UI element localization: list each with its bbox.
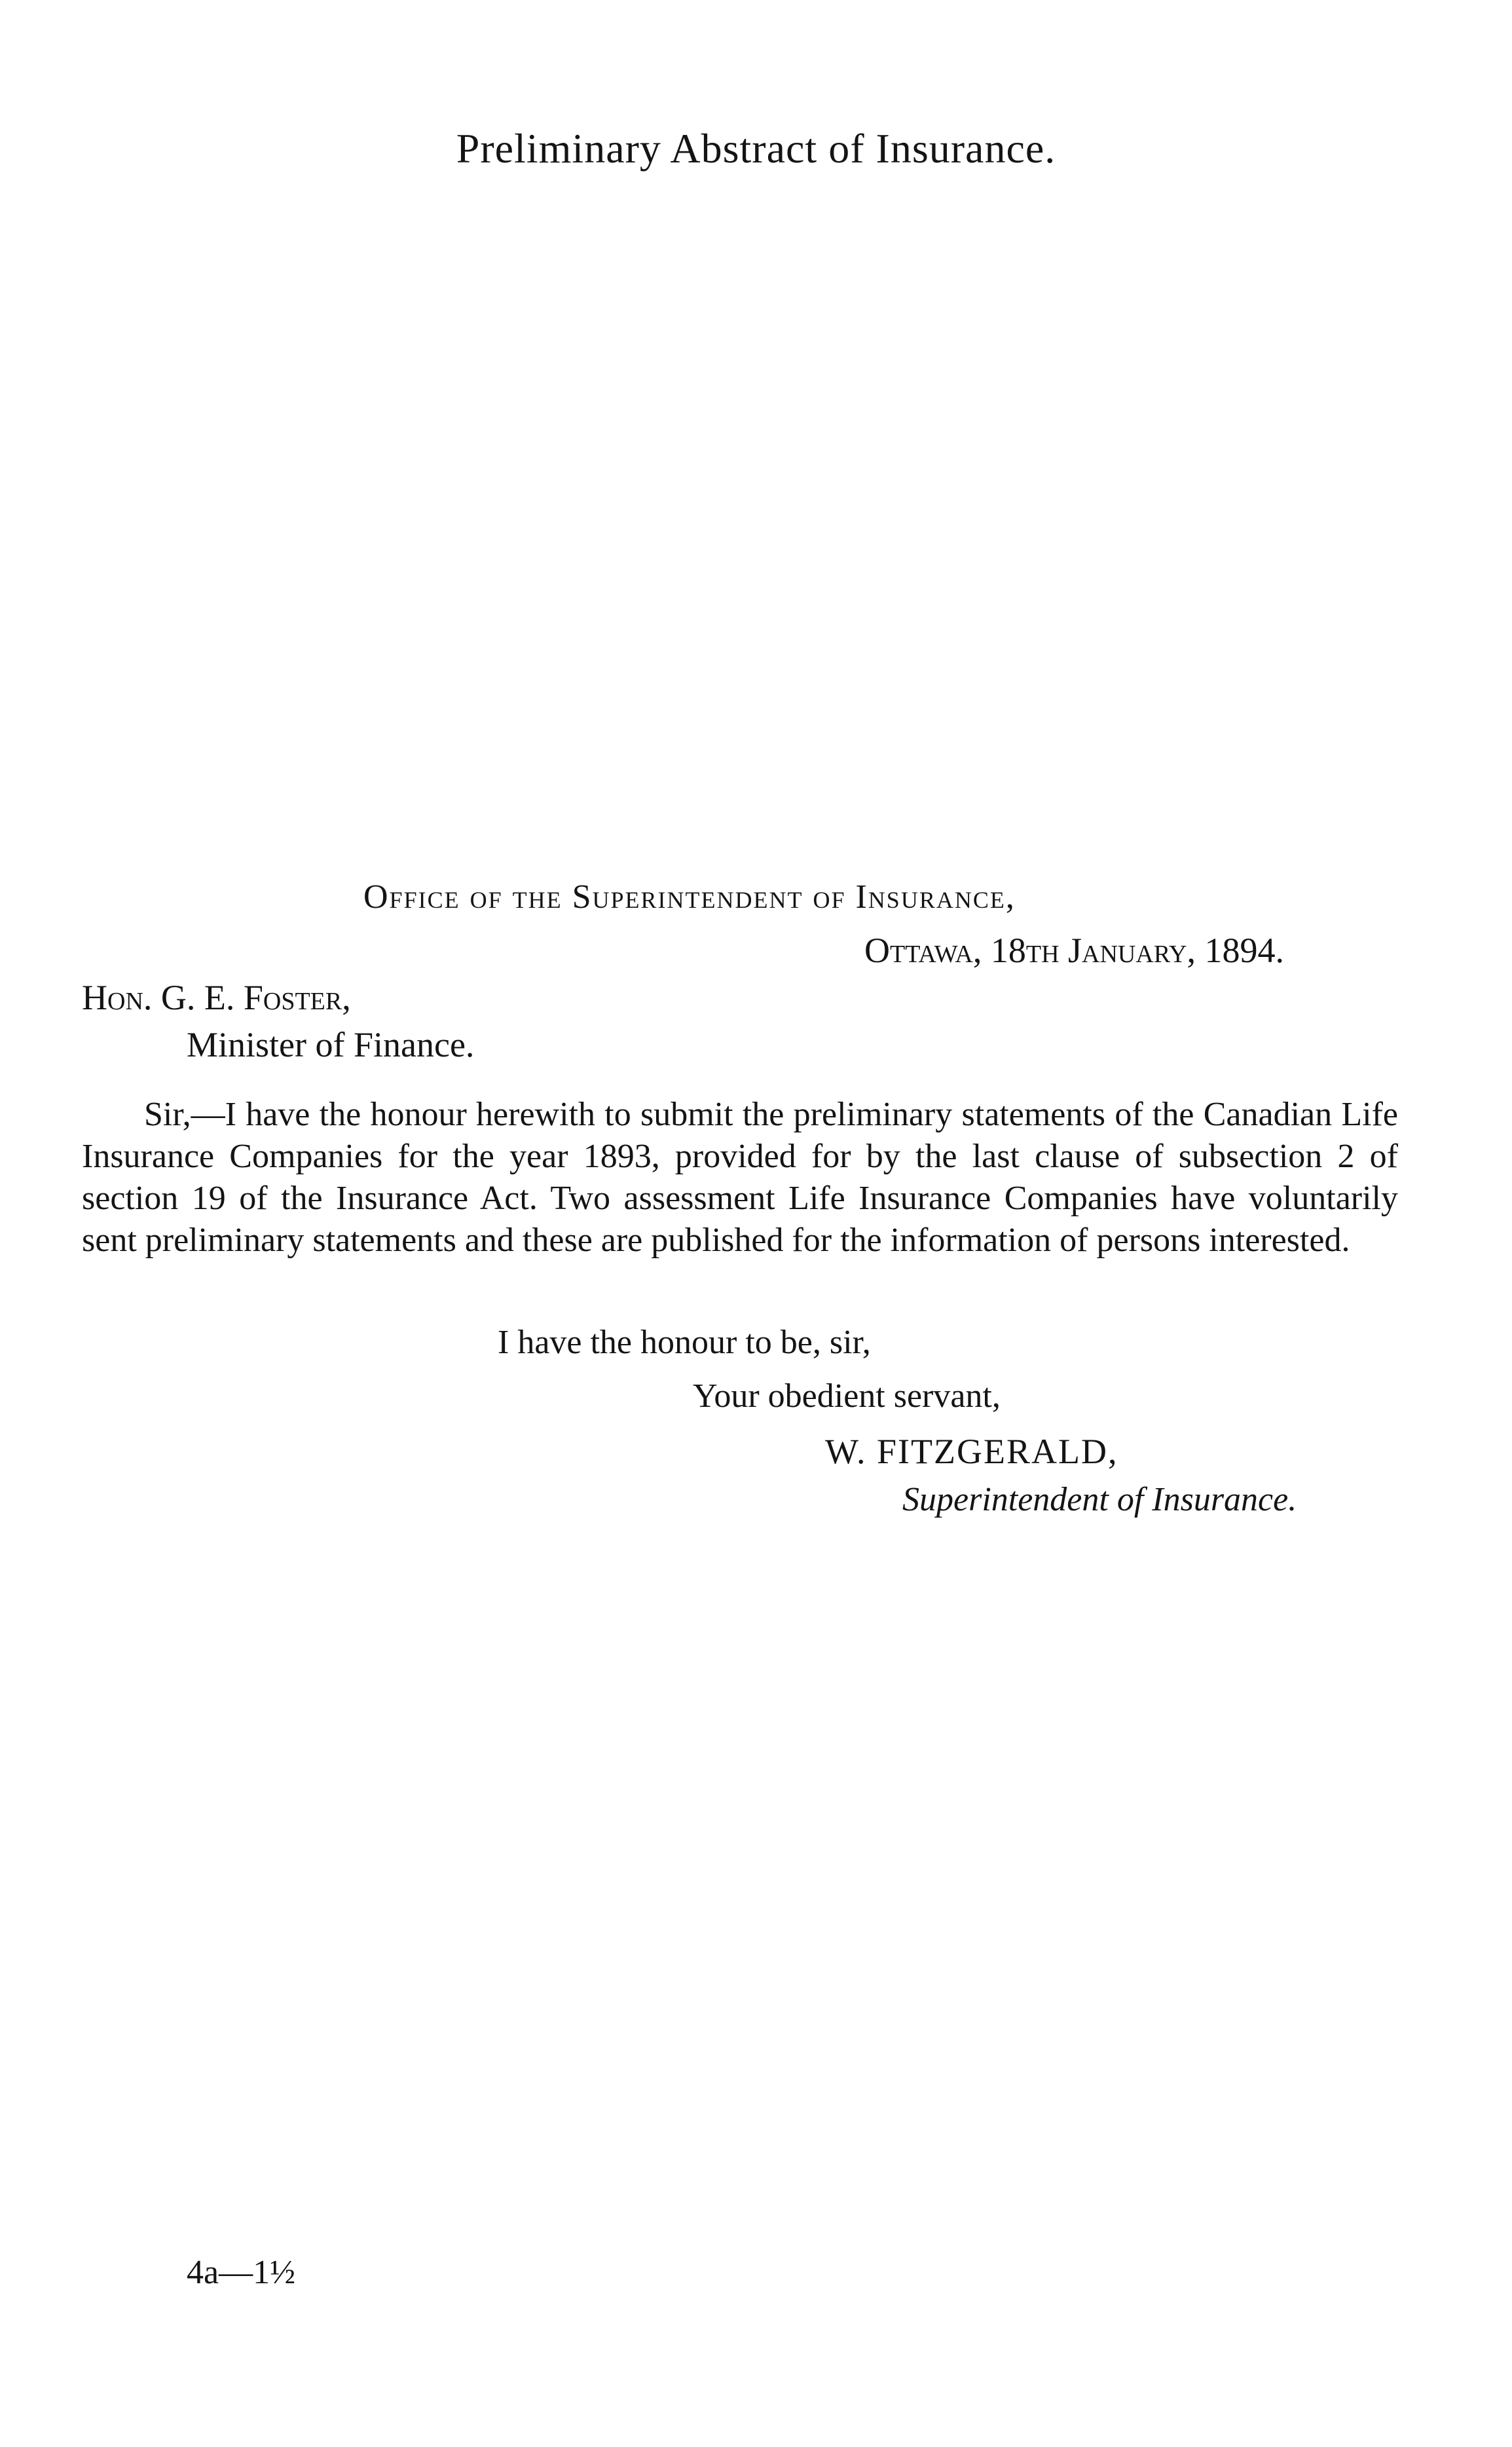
page-title: Preliminary Abstract of Insurance. (456, 125, 1056, 172)
signature-name: W. FITZGERALD, (825, 1432, 1118, 1471)
letter-body: Sir,—I have the honour herewith to submit the preliminary statements of the Canadian Life Insurance Companies for the year 1893, provided for by the last clause of subsection 2 of section 19 of the Insurance Act. Two assessment Life Insurance Companies have voluntarily sent preliminary statements and these are published for the information of persons interested. (82, 1096, 1398, 1259)
addressee-title: Minister of Finance. (187, 1025, 475, 1064)
signature-title: Superintendent of Insurance. (902, 1481, 1297, 1518)
complimentary-close: Your obedient servant, (693, 1377, 1001, 1415)
office-line: Office of the Superintendent of Insurance, (363, 878, 1016, 916)
addressee-name: Hon. G. E. Foster, (82, 978, 351, 1017)
closing-line: I have the honour to be, sir, (498, 1324, 871, 1361)
dateline: Ottawa, 18th January, 1894. (864, 931, 1285, 970)
folio-number: 4a—1½ (187, 2254, 296, 2291)
